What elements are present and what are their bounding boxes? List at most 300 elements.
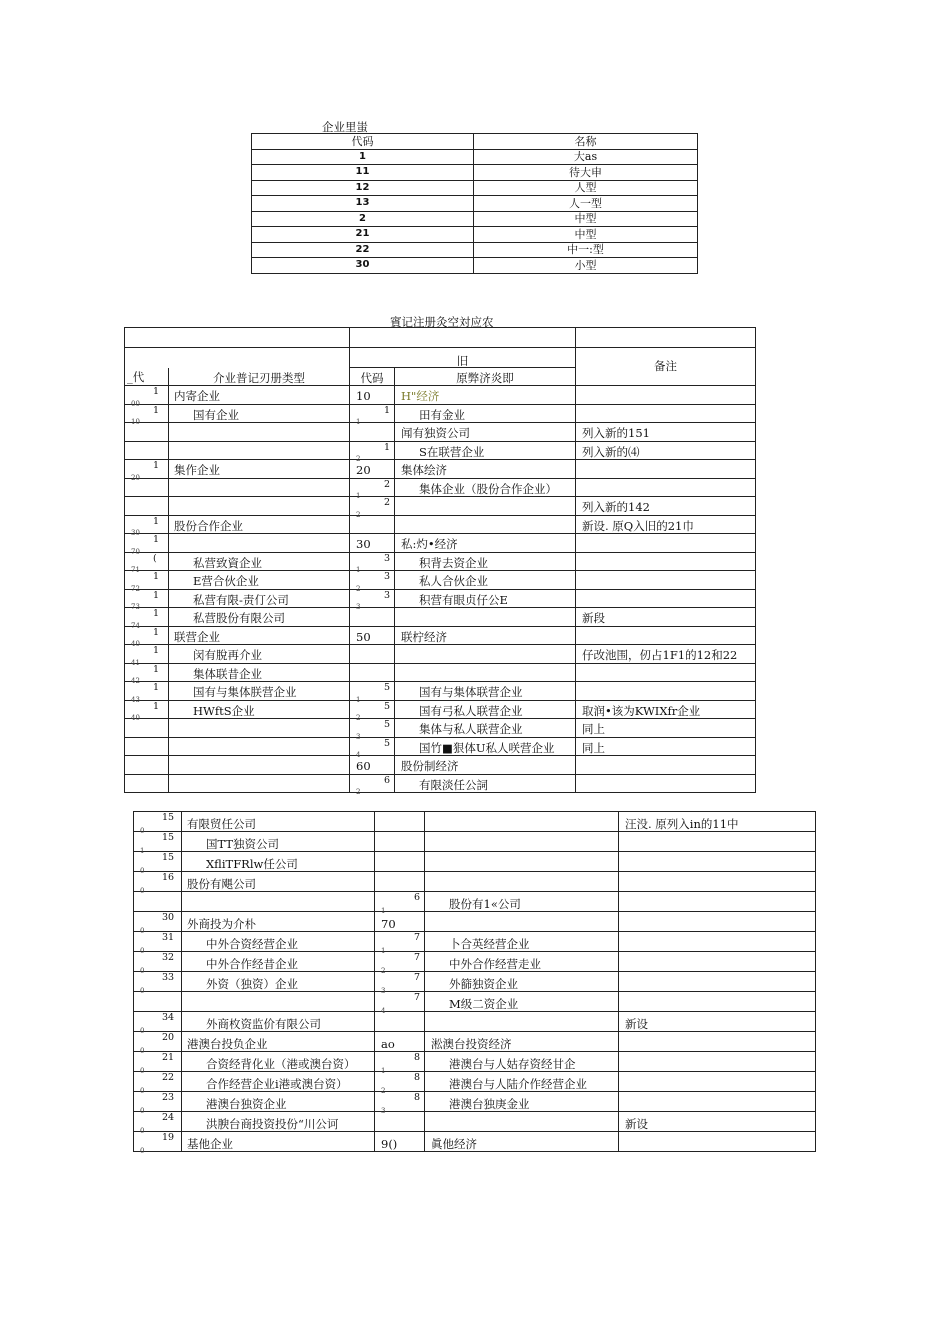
old-sub-code: 5 (383, 700, 390, 712)
note: 仔改池围，仞占1F1的12和22 (582, 648, 738, 662)
new-type-cell (169, 737, 350, 756)
old-code-cell (350, 441, 395, 463)
new-code-suffix: 10 (131, 418, 140, 426)
old-type-cell (395, 460, 576, 479)
old-type-cell (425, 1072, 619, 1092)
table1-row (252, 165, 698, 181)
new-code-suffix: 0 (140, 827, 145, 835)
note-cell (576, 460, 756, 479)
new-code-suffix: 0 (140, 1067, 145, 1075)
table2-old-header-row (125, 348, 756, 368)
new-code-suffix: 41 (131, 658, 140, 667)
new-type-cell (169, 682, 350, 701)
note-cell (619, 812, 816, 832)
registration-row (125, 552, 756, 571)
new-type-cell (169, 608, 350, 627)
old-type: S在联营企业 (419, 444, 485, 459)
new-code: ( (153, 552, 157, 564)
note-cell (619, 892, 816, 912)
new-code-cell (134, 892, 182, 912)
old-sub-suffix: 3 (381, 1107, 386, 1115)
new-code-cell (125, 497, 169, 516)
new-code: 32 (162, 952, 175, 963)
old-code-cell (350, 626, 395, 645)
old-code-cell (375, 992, 425, 1015)
note-cell (576, 552, 756, 571)
note-cell (576, 534, 756, 553)
new-code-cell (125, 386, 169, 408)
new-type: 闵有脫再介业 (193, 648, 262, 662)
note: 新设 (625, 1016, 648, 1031)
new-code: 1 (153, 645, 160, 656)
new-type-cell (182, 972, 375, 992)
new-code: 1 (153, 404, 160, 416)
old-sub-code: 8 (413, 1072, 420, 1083)
old-type: 闻有独资公司 (401, 426, 470, 440)
old-type-cell (395, 552, 576, 571)
old-code: 10 (356, 389, 371, 403)
enterprise-size-table (251, 133, 698, 274)
old-type-cell (395, 663, 576, 682)
registration-row (134, 832, 816, 852)
table1-row (252, 149, 698, 165)
old-sub-suffix: 2 (356, 510, 361, 519)
new-code-cell (125, 756, 169, 775)
new-code-suffix: 42 (131, 677, 140, 685)
new-code: 1 (153, 700, 160, 712)
registration-row (125, 719, 756, 738)
registration-row (134, 812, 816, 832)
old-code-cell (350, 478, 395, 500)
new-code-cell (125, 460, 169, 482)
note-cell (619, 1092, 816, 1112)
old-type: 积营有眼贞仔公E (419, 592, 508, 607)
old-sub-suffix: 4 (381, 1007, 386, 1015)
new-type-cell (169, 423, 350, 442)
new-code: 1 (153, 515, 160, 527)
new-code-cell (134, 1032, 182, 1055)
new-code-suffix: 74 (131, 621, 140, 630)
new-code: 1 (153, 534, 160, 545)
new-type: 中外合资经营企业 (206, 936, 298, 951)
old-sub-suffix: 3 (356, 603, 361, 611)
note-cell (619, 1012, 816, 1032)
old-code-cell (375, 872, 425, 892)
old-type: 国有弓私人联营企业 (419, 703, 523, 718)
old-code-cell (375, 912, 425, 932)
size-name: 待大申 (474, 165, 698, 181)
old-type: 眞他经济 (431, 1136, 477, 1151)
new-code: 33 (162, 972, 175, 983)
old-type: M级二资企业 (449, 996, 519, 1011)
old-code-cell (350, 645, 395, 664)
old-type: 股份制经济 (401, 759, 459, 773)
old-type-cell (425, 832, 619, 852)
old-type-cell (395, 682, 576, 701)
size-name: 人型 (474, 180, 698, 196)
old-type-cell (395, 774, 576, 793)
registration-row (125, 571, 756, 590)
table2-blank-row (125, 328, 756, 348)
old-type: 私人合伙企业 (419, 574, 488, 588)
note-cell (619, 932, 816, 952)
registration-row (125, 404, 756, 423)
new-type-cell (182, 892, 375, 912)
old-type: 集体与私人联营企业 (419, 722, 523, 736)
note-cell (576, 404, 756, 423)
registration-row (134, 1092, 816, 1112)
old-type: 集体绘济 (401, 463, 447, 477)
new-code-cell (134, 992, 182, 1012)
old-type-cell (395, 626, 576, 645)
size-name: 中型 (474, 227, 698, 243)
new-code-cell (134, 912, 182, 935)
new-type: 内寄企业 (174, 389, 220, 403)
old-type-cell (425, 892, 619, 912)
old-code-cell (350, 663, 395, 682)
new-code-cell (125, 589, 169, 611)
new-code: 15 (162, 852, 175, 863)
registration-row (134, 992, 816, 1012)
new-code-suffix: 0 (140, 927, 145, 935)
note-cell (619, 912, 816, 932)
new-type-cell (169, 460, 350, 479)
old-code-cell (350, 460, 395, 479)
registration-row (125, 663, 756, 682)
old-type-cell (395, 534, 576, 553)
new-type-cell (169, 571, 350, 590)
old-sub-suffix: 4 (356, 751, 361, 759)
old-type-cell (395, 645, 576, 664)
old-type-cell (395, 404, 576, 423)
note: 同上 (582, 740, 605, 755)
old-type: 私:灼•经济 (401, 537, 458, 551)
new-type-cell (169, 589, 350, 608)
note-header: 备注 (576, 348, 756, 386)
registration-row (134, 872, 816, 892)
new-type: 集作企业 (174, 463, 220, 477)
new-type-cell (182, 1112, 375, 1132)
registration-row (125, 682, 756, 701)
old-code: 70 (381, 916, 396, 931)
new-type-cell (182, 952, 375, 972)
old-type: 集体企业（股份合作企业） (419, 481, 557, 496)
old-type: 卜合英经营企业 (449, 936, 530, 951)
old-code-cell (350, 497, 395, 519)
new-type-cell (169, 515, 350, 534)
registration-row (125, 478, 756, 497)
note-cell (619, 1052, 816, 1072)
note-cell (576, 700, 756, 719)
new-type-cell (169, 626, 350, 645)
new-code: 19 (162, 1132, 175, 1143)
note: 列入新的⑷ (582, 444, 640, 459)
note-cell (576, 682, 756, 701)
table2-caption: 賓记注册灸空対应农 (390, 315, 494, 329)
new-type: 合作经营企业i港或澳台资） (206, 1076, 348, 1091)
old-sub-suffix: 2 (356, 584, 361, 593)
new-code: 1 (153, 626, 160, 638)
old-sub-suffix: 1 (381, 947, 386, 955)
new-code-suffix: 0 (140, 1087, 145, 1095)
old-type: 外篩独资企业 (449, 976, 518, 991)
registration-row (134, 892, 816, 912)
new-code-cell (134, 1072, 182, 1095)
note: 列入新的151 (582, 426, 650, 440)
new-code: 1 (153, 589, 160, 601)
new-code-suffix: 0 (140, 1127, 145, 1135)
old-sub-suffix: 2 (356, 788, 361, 796)
old-type: 港澳台与人姑存资经甘企 (449, 1056, 576, 1071)
new-code: 22 (162, 1072, 175, 1083)
table1-row (252, 196, 698, 212)
new-code: 16 (162, 872, 175, 883)
old-type-cell (425, 1052, 619, 1072)
registration-type-table (124, 327, 756, 796)
old-code: 50 (356, 629, 371, 644)
old-code-cell (350, 515, 395, 534)
old-type-cell (425, 992, 619, 1012)
old-type-cell (395, 497, 576, 516)
new-type: 国TT独资公司 (206, 836, 280, 851)
new-code: 15 (162, 812, 175, 823)
new-code: 1 (153, 663, 160, 675)
old-type: 有限淡任公詞 (419, 777, 488, 792)
new-type-cell (169, 663, 350, 682)
new-code-cell (125, 423, 169, 442)
old-sub-suffix: 1 (381, 1067, 386, 1075)
new-code: 23 (162, 1092, 175, 1103)
old-sub-suffix: 2 (381, 1087, 386, 1095)
table1-row (252, 258, 698, 274)
old-type-cell (425, 852, 619, 872)
new-code-suffix: 73 (131, 603, 140, 611)
old-code-cell (375, 1132, 425, 1152)
old-code-cell (350, 589, 395, 611)
old-type: 中外合作经营走业 (449, 956, 541, 971)
old-sub-suffix: 1 (381, 907, 386, 915)
size-name: 人一型 (474, 196, 698, 212)
new-type-cell (182, 992, 375, 1012)
old-type: 股份有1«公司 (449, 896, 521, 911)
old-code: 20 (356, 463, 371, 477)
note-cell (576, 497, 756, 516)
new-code-cell (125, 515, 169, 537)
old-code-cell (350, 386, 395, 405)
new-type-cell (169, 774, 350, 793)
registration-row (134, 972, 816, 992)
old-code-cell (375, 812, 425, 832)
new-code-cell (125, 719, 169, 738)
old-sub-code: 8 (413, 1092, 420, 1103)
registration-row (125, 460, 756, 479)
old-sub-suffix: 1 (356, 566, 361, 574)
registration-row (125, 774, 756, 793)
registration-row (134, 1052, 816, 1072)
old-sub-code: 6 (413, 892, 420, 903)
old-sub-suffix: 2 (356, 714, 361, 722)
old-code-cell (350, 571, 395, 593)
registration-row (134, 1032, 816, 1052)
old-code-cell (375, 972, 425, 995)
old-code-cell (350, 682, 395, 704)
old-type: 田有金业 (419, 407, 465, 422)
table1-row (252, 211, 698, 227)
note: 新设. 原Q入旧的21巾 (582, 518, 694, 533)
old-sub-code: 7 (413, 932, 420, 943)
old-code-cell (375, 1052, 425, 1075)
old-type-cell (425, 952, 619, 972)
note: 新设 (625, 1116, 648, 1131)
note-cell (619, 872, 816, 892)
old-type-cell (425, 812, 619, 832)
old-sub-suffix: 3 (356, 732, 361, 741)
new-code-cell (125, 774, 169, 793)
old-code-cell (350, 719, 395, 741)
registration-row (125, 589, 756, 608)
registration-row (134, 952, 816, 972)
col-header-old-code: 代码 (360, 370, 384, 385)
registration-row (125, 608, 756, 627)
note-cell (576, 515, 756, 534)
new-type-cell (182, 1032, 375, 1052)
note-cell (576, 608, 756, 627)
old-sub-suffix: 2 (356, 455, 361, 463)
new-code-suffix: 71 (131, 566, 140, 574)
new-code-suffix: 0 (140, 967, 145, 975)
new-code: 1 (153, 386, 160, 397)
new-code: 30 (162, 912, 175, 923)
registration-row (134, 1112, 816, 1132)
new-code: 21 (162, 1052, 175, 1063)
new-type-cell (169, 404, 350, 423)
new-type-cell (182, 832, 375, 852)
new-type: 股份合作企业 (174, 518, 243, 533)
new-code-suffix: 0 (140, 887, 145, 895)
size-code: 21 (252, 227, 474, 243)
new-code-cell (125, 626, 169, 648)
new-type-cell (182, 912, 375, 932)
note: 取润•该为KWIXfr企业 (582, 703, 701, 718)
note-cell (576, 626, 756, 645)
new-type: HWftS企业 (193, 703, 255, 718)
new-type-cell (169, 534, 350, 553)
registration-row (125, 626, 756, 645)
old-type-cell (395, 737, 576, 756)
new-type: 联营企业 (174, 629, 220, 644)
old-type-cell (395, 756, 576, 775)
new-type: 私营股份有限公司 (193, 611, 285, 625)
new-code-suffix: 30 (131, 529, 140, 537)
new-code-suffix: 40 (131, 640, 140, 648)
new-type: 中外合作经昔企业 (206, 956, 298, 971)
table1-row (252, 242, 698, 258)
new-code: 24 (162, 1112, 175, 1123)
old-sub-code: 5 (383, 737, 390, 749)
note-cell (619, 852, 816, 872)
col-header-old-type: 原弊济炎即 (456, 370, 514, 385)
new-type: 私营有限-责仃公司 (193, 592, 289, 607)
new-code-suffix: 1 (140, 847, 145, 855)
old-code: 30 (356, 537, 371, 551)
note-cell (619, 1112, 816, 1132)
old-sub-code: 3 (383, 552, 390, 564)
new-type-cell (182, 1012, 375, 1032)
old-type-cell (395, 589, 576, 608)
col-header-code: _代 (127, 369, 145, 384)
old-type: 淞澳台投资经济 (431, 1036, 512, 1051)
registration-row (125, 645, 756, 664)
old-code-cell (375, 832, 425, 852)
old-code-cell (375, 852, 425, 872)
size-code: 11 (252, 165, 474, 181)
old-code-cell (375, 1092, 425, 1115)
old-code-cell (350, 700, 395, 722)
registration-row (134, 1012, 816, 1032)
old-sub-suffix: 1 (356, 418, 361, 426)
new-type-cell (169, 700, 350, 719)
new-code-suffix: 00 (131, 399, 140, 408)
registration-row (125, 534, 756, 553)
old-header: 旧 (350, 348, 576, 368)
new-code-suffix: 0 (140, 1147, 145, 1155)
new-type-cell (182, 812, 375, 832)
old-sub-code: 3 (383, 571, 390, 582)
new-type-cell (169, 497, 350, 516)
note-cell (619, 1032, 816, 1052)
new-code: 1 (153, 682, 160, 693)
old-sub-suffix: 1 (356, 695, 361, 704)
new-type: 合资经背化业（港或澳台资） (206, 1056, 356, 1071)
table1-header-code: 代码 (252, 134, 474, 150)
new-type-cell (182, 1052, 375, 1072)
old-type: 积背去资企业 (419, 555, 488, 570)
new-code: 31 (162, 932, 175, 943)
note: 列入新的142 (582, 500, 650, 514)
new-type-cell (169, 756, 350, 775)
old-code-cell (350, 534, 395, 553)
new-code-suffix: 0 (140, 1047, 145, 1055)
old-sub-code: 6 (383, 774, 390, 786)
size-code: 1 (252, 149, 474, 165)
new-code: 34 (162, 1012, 175, 1023)
old-code-cell (375, 1112, 425, 1132)
old-code: 60 (356, 759, 371, 773)
new-code-cell (125, 682, 169, 704)
new-code: 1 (153, 460, 160, 471)
new-type: 私营致資企业 (193, 555, 262, 570)
old-code-cell (375, 952, 425, 975)
old-type-cell (425, 1092, 619, 1112)
registration-row (134, 852, 816, 872)
registration-row (134, 912, 816, 932)
old-code-cell (350, 608, 395, 627)
new-code-suffix: 0 (140, 867, 145, 875)
old-sub-code: 5 (383, 719, 390, 730)
new-type-cell (182, 852, 375, 872)
old-code-cell (375, 1012, 425, 1032)
new-code-cell (134, 1132, 182, 1155)
registration-row (125, 700, 756, 719)
note-cell (576, 774, 756, 793)
note-cell (576, 571, 756, 590)
new-code-cell (125, 663, 169, 685)
old-type-cell (395, 700, 576, 719)
old-type-cell (395, 608, 576, 627)
old-type-cell (425, 872, 619, 892)
old-type-cell (425, 1012, 619, 1032)
registration-row (125, 515, 756, 534)
